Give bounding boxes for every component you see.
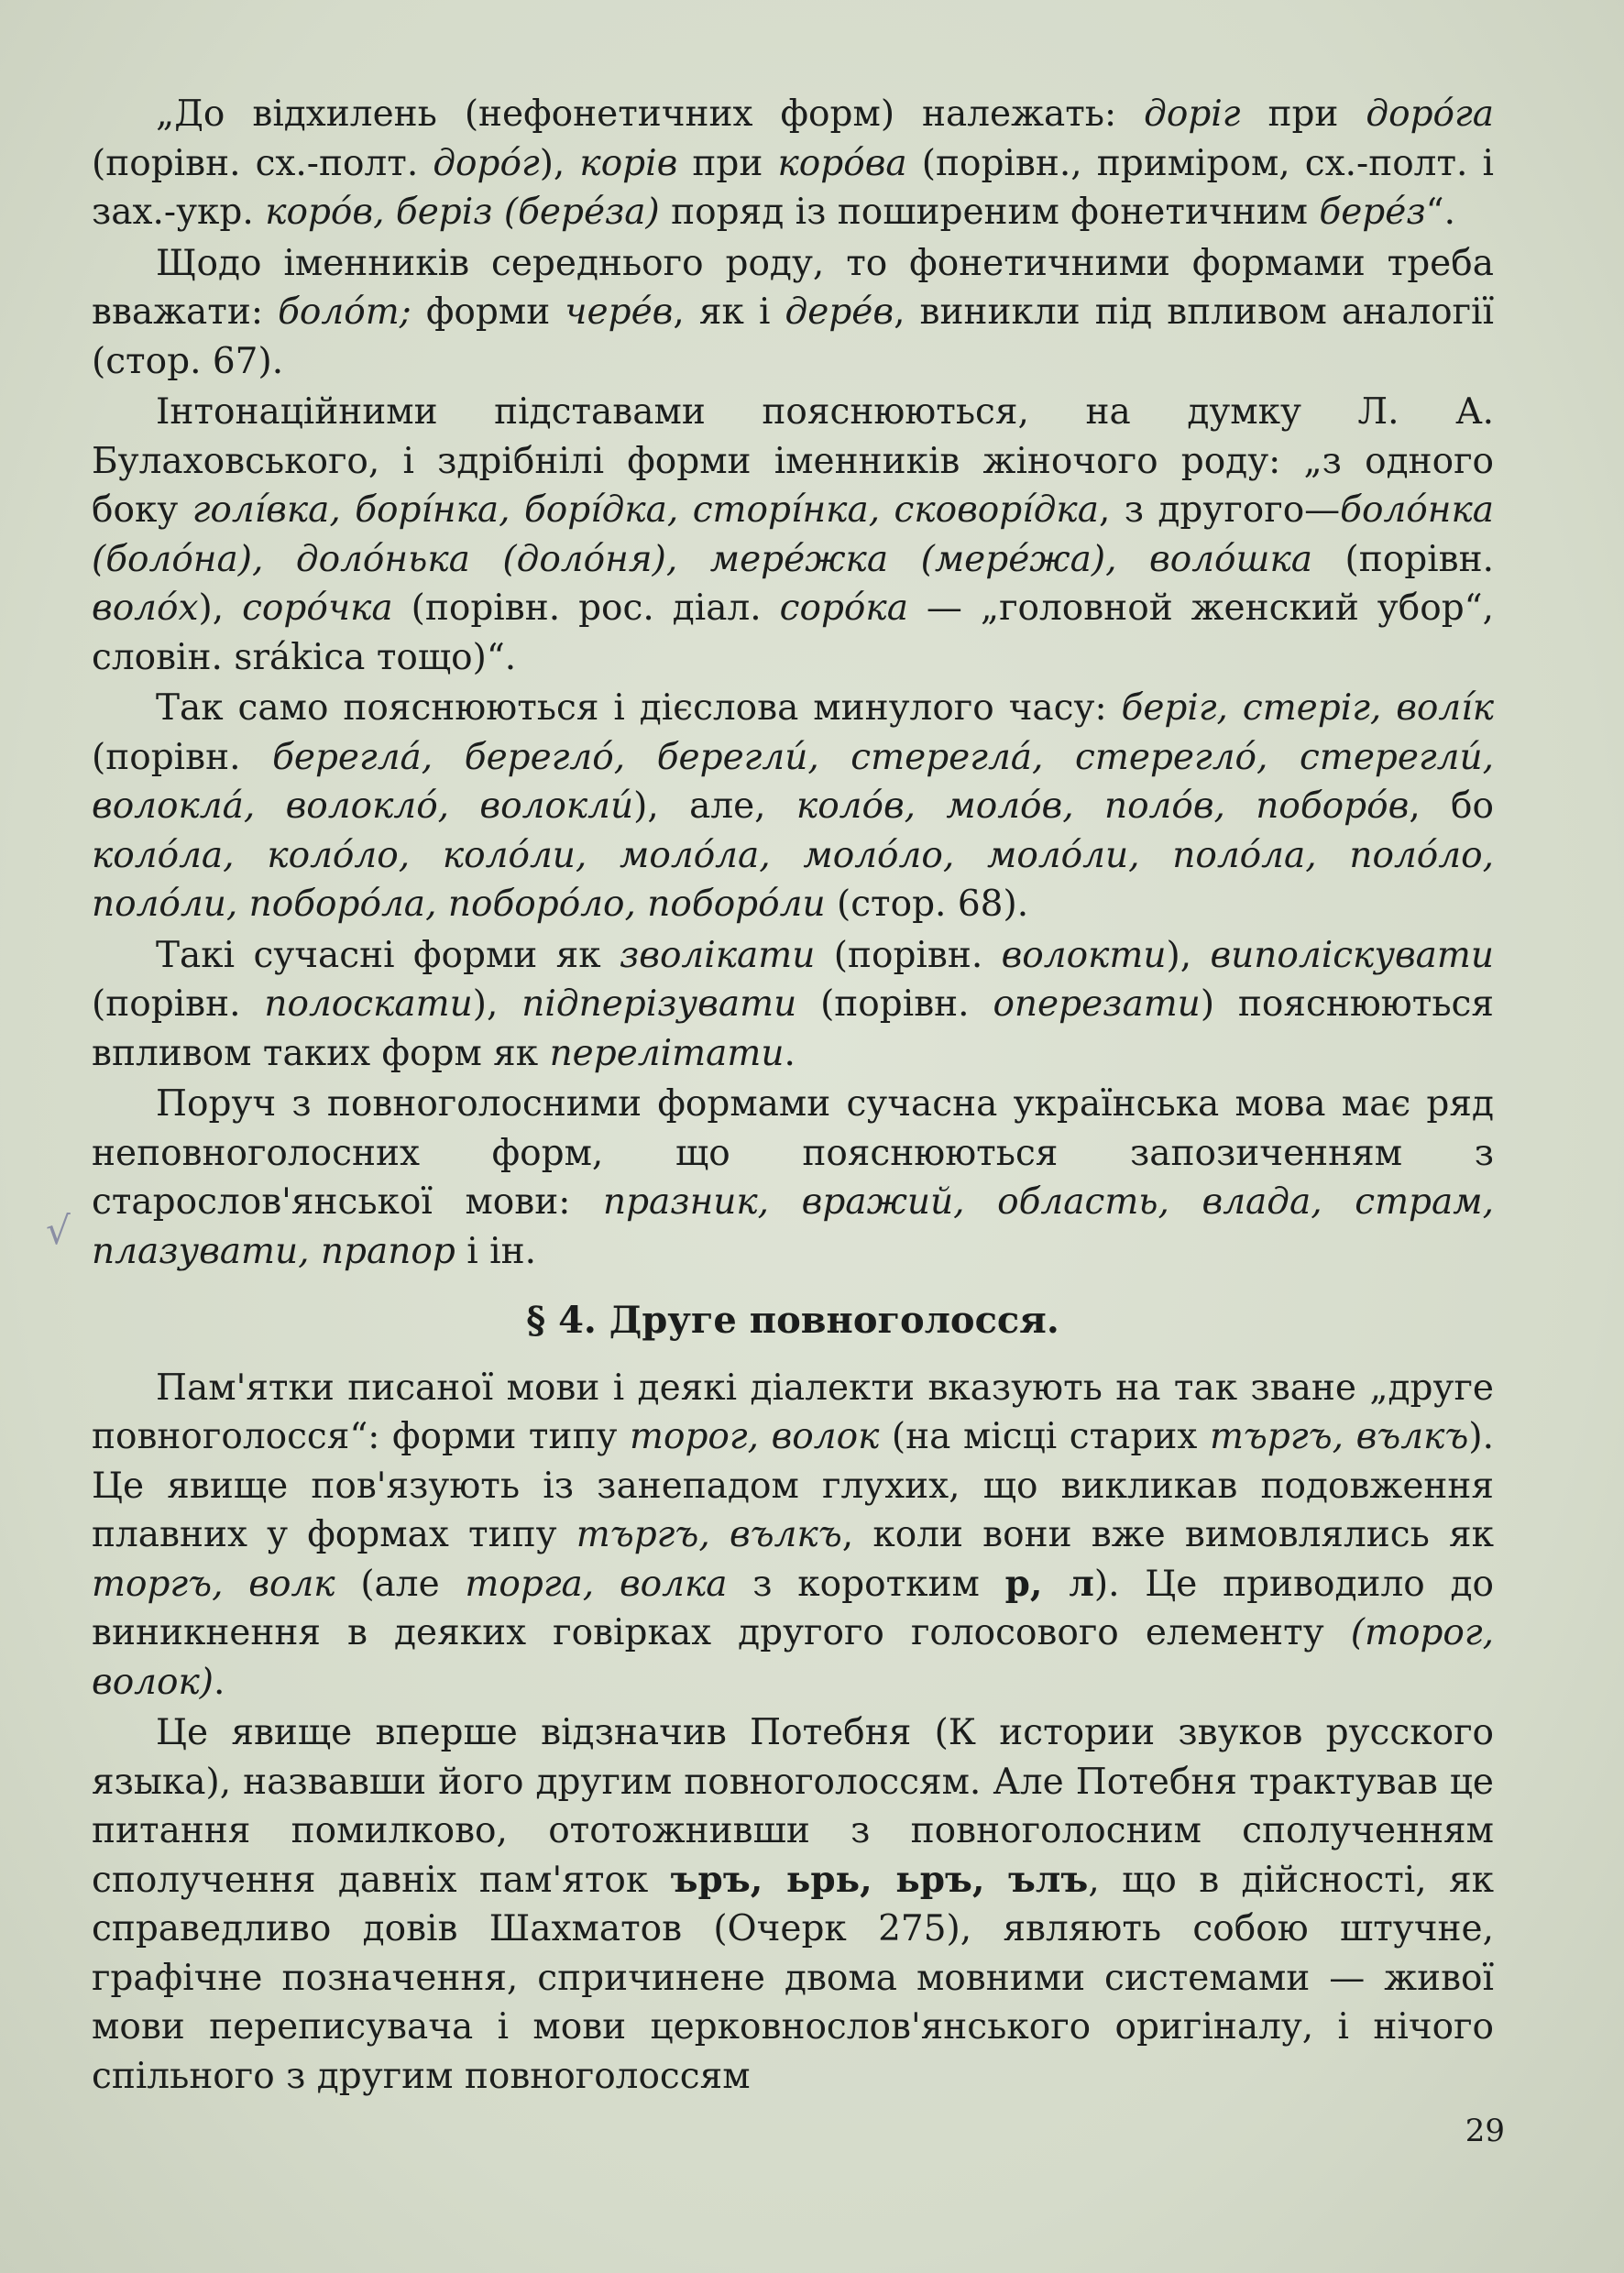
italic-term: торог, волок (629, 1416, 880, 1457)
italic-term: коро́в, беріз (бере́за) (265, 192, 660, 233)
italic-term: торга, волка (465, 1563, 728, 1605)
margin-checkmark: √ (46, 1208, 71, 1253)
italic-term: корів (579, 142, 678, 184)
italic-term: коро́ва (777, 142, 907, 184)
paragraph-3: Інтонаційними підставами пояснюються, на думку Л. А. Булаховського, і здрібнілі форми іменників жіночого роду: „з одного боку голі́вка, борі́нка, борі́дка, сторі́нка, сковорі́дка, з другого—боло́нка (боло́на), доло́нька (доло́ня), мере́жка (мере́жа), воло́шка (порівн. воло́х), соро́чка (порівн. рос. діал. соро́ка — „головной женский убор“, словін. srákica тощо)“. (92, 391, 1494, 678)
bold-term: р, л (1004, 1562, 1094, 1605)
italic-term: перелітати (549, 1032, 785, 1074)
italic-term: беріг, стеріг, волі́к (1121, 687, 1494, 729)
italic-term: празник, вражий, область, влада, страм, плазувати, прапор (92, 1181, 1495, 1272)
paragraph-5: Такі сучасні форми як зволікати (порівн. волокти), виполіскувати (порівн. полоскати), підперізувати (порівн. оперезати) пояснюються впливом таких форм як перелітати. (92, 934, 1494, 1074)
italic-term: бере́з (1319, 192, 1426, 233)
paragraph-6: Поруч з повноголосними формами сучасна українська мова має ряд неповноголосних форм, що пояснюються запозиченням з старослов'янської мови: празник, вражий, область, влада, страм, плазувати, прапор і ін. (92, 1083, 1495, 1272)
bold-term: ъръ, ьрь, ьръ, ълъ (670, 1858, 1089, 1901)
italic-term: доро́г (433, 142, 540, 184)
page-number: 29 (1465, 2113, 1505, 2149)
italic-term: дере́в (785, 291, 894, 333)
paragraph-2: Щодо іменників середнього роду, то фонетичними формами треба вважати: боло́т; форми чере́в, як і дере́в, виникли під впливом аналогії (стор. 67). (92, 242, 1494, 382)
italic-term: зволікати (619, 934, 816, 976)
italic-term: коло́в, моло́в, поло́в, поборо́в (796, 785, 1410, 827)
italic-term: боло́т; (278, 291, 411, 333)
italic-term: доро́га (1366, 93, 1494, 135)
section-heading: § 4. Друге повноголосся. (526, 1299, 1059, 1342)
italic-term: коло́ла, коло́ло, коло́ли, моло́ла, моло́ло, моло́ли, поло́ла, поло́ло, поло́ли, поборо́ла, поборо́ло, поборо́ли (92, 834, 1494, 925)
italic-term: торгъ, волк (92, 1563, 335, 1605)
italic-term: соро́чка (242, 587, 393, 629)
italic-term: оперезати (993, 983, 1201, 1025)
italic-term: доріг (1144, 93, 1241, 135)
italic-term: воло́х (92, 587, 199, 629)
italic-term: боло́нка (боло́на), доло́нька (доло́ня), мере́жка (мере́жа), воло́шка (92, 489, 1494, 580)
paragraph-7: Пам'ятки писаної мови і деякі діалекти вказують на так зване „друге повноголосся“: форми типу торог, волок (на місці старих търгъ, вълкъ). Це явище пов'язують із занепадом глухих, що викликав подовження плавних у формах типу търгъ, вълкъ, коли вони вже вимовлялись як торгъ, волк (але торга, волка з коротким р, л). Це приводило до виникнення в деяких говірках другого голосового елементу (торог, волок). (92, 1367, 1495, 1703)
paragraph-1: „До відхилень (нефонетичних форм) належать: доріг при доро́га (порівн. сх.-полт. доро́г), корів при коро́ва (порівн., приміром, сх.-полт. і зах.-укр. коро́в, беріз (бере́за) поряд із поширеним фонетичним бере́з“. (92, 93, 1495, 233)
italic-term: полоскати (264, 983, 473, 1025)
italic-term: соро́ка (779, 587, 908, 629)
italic-term: (торог, волок) (92, 1612, 1494, 1703)
italic-term: підперізувати (521, 983, 797, 1025)
italic-term: голі́вка, борі́нка, борі́дка, сторі́нка, сковорі́дка (192, 489, 1099, 531)
italic-term: береглá, берегло́, береглú, стереглá, стерегло́, стереглú, волоклá, волокло́, волоклú (92, 736, 1495, 827)
paragraph-8: Це явище вперше відзначив Потебня (К истории звуков русского языка), назвавши його другим повноголоссям. Але Потебня трактував це питання помилково, ототожнивши з повноголосним сполученням сполучення давніх пам'яток ъръ, ьрь, ьръ, ълъ, що в дійсності, як справедливо довів Шахматов (Очерк 275), являють собою штучне, графічне позначення, спричинене двома мовними системами — живої мови переписувача і мови церковнослов'янського оригіналу, і нічого спільного з другим повноголоссям (92, 1712, 1494, 2097)
italic-term: виполіскувати (1210, 934, 1494, 976)
italic-term: търгъ, вълкъ (1209, 1416, 1469, 1457)
paragraph-4: Так само пояснюються і дієслова минулого часу: беріг, стеріг, волі́к (порівн. береглá, берегло́, береглú, стереглá, стерегло́, стереглú, волоклá, волокло́, волоклú), але, коло́в, моло́в, поло́в, поборо́в, бо коло́ла, коло́ло, коло́ли, моло́ла, моло́ло, моло́ли, поло́ла, поло́ло, поло́ли, поборо́ла, поборо́ло, поборо́ли (стор. 68). (92, 687, 1495, 925)
italic-term: волокти (1001, 934, 1167, 976)
italic-term: търгъ, вълкъ (576, 1514, 842, 1555)
page-text (92, 90, 1494, 2101)
italic-term: чере́в (565, 291, 674, 333)
